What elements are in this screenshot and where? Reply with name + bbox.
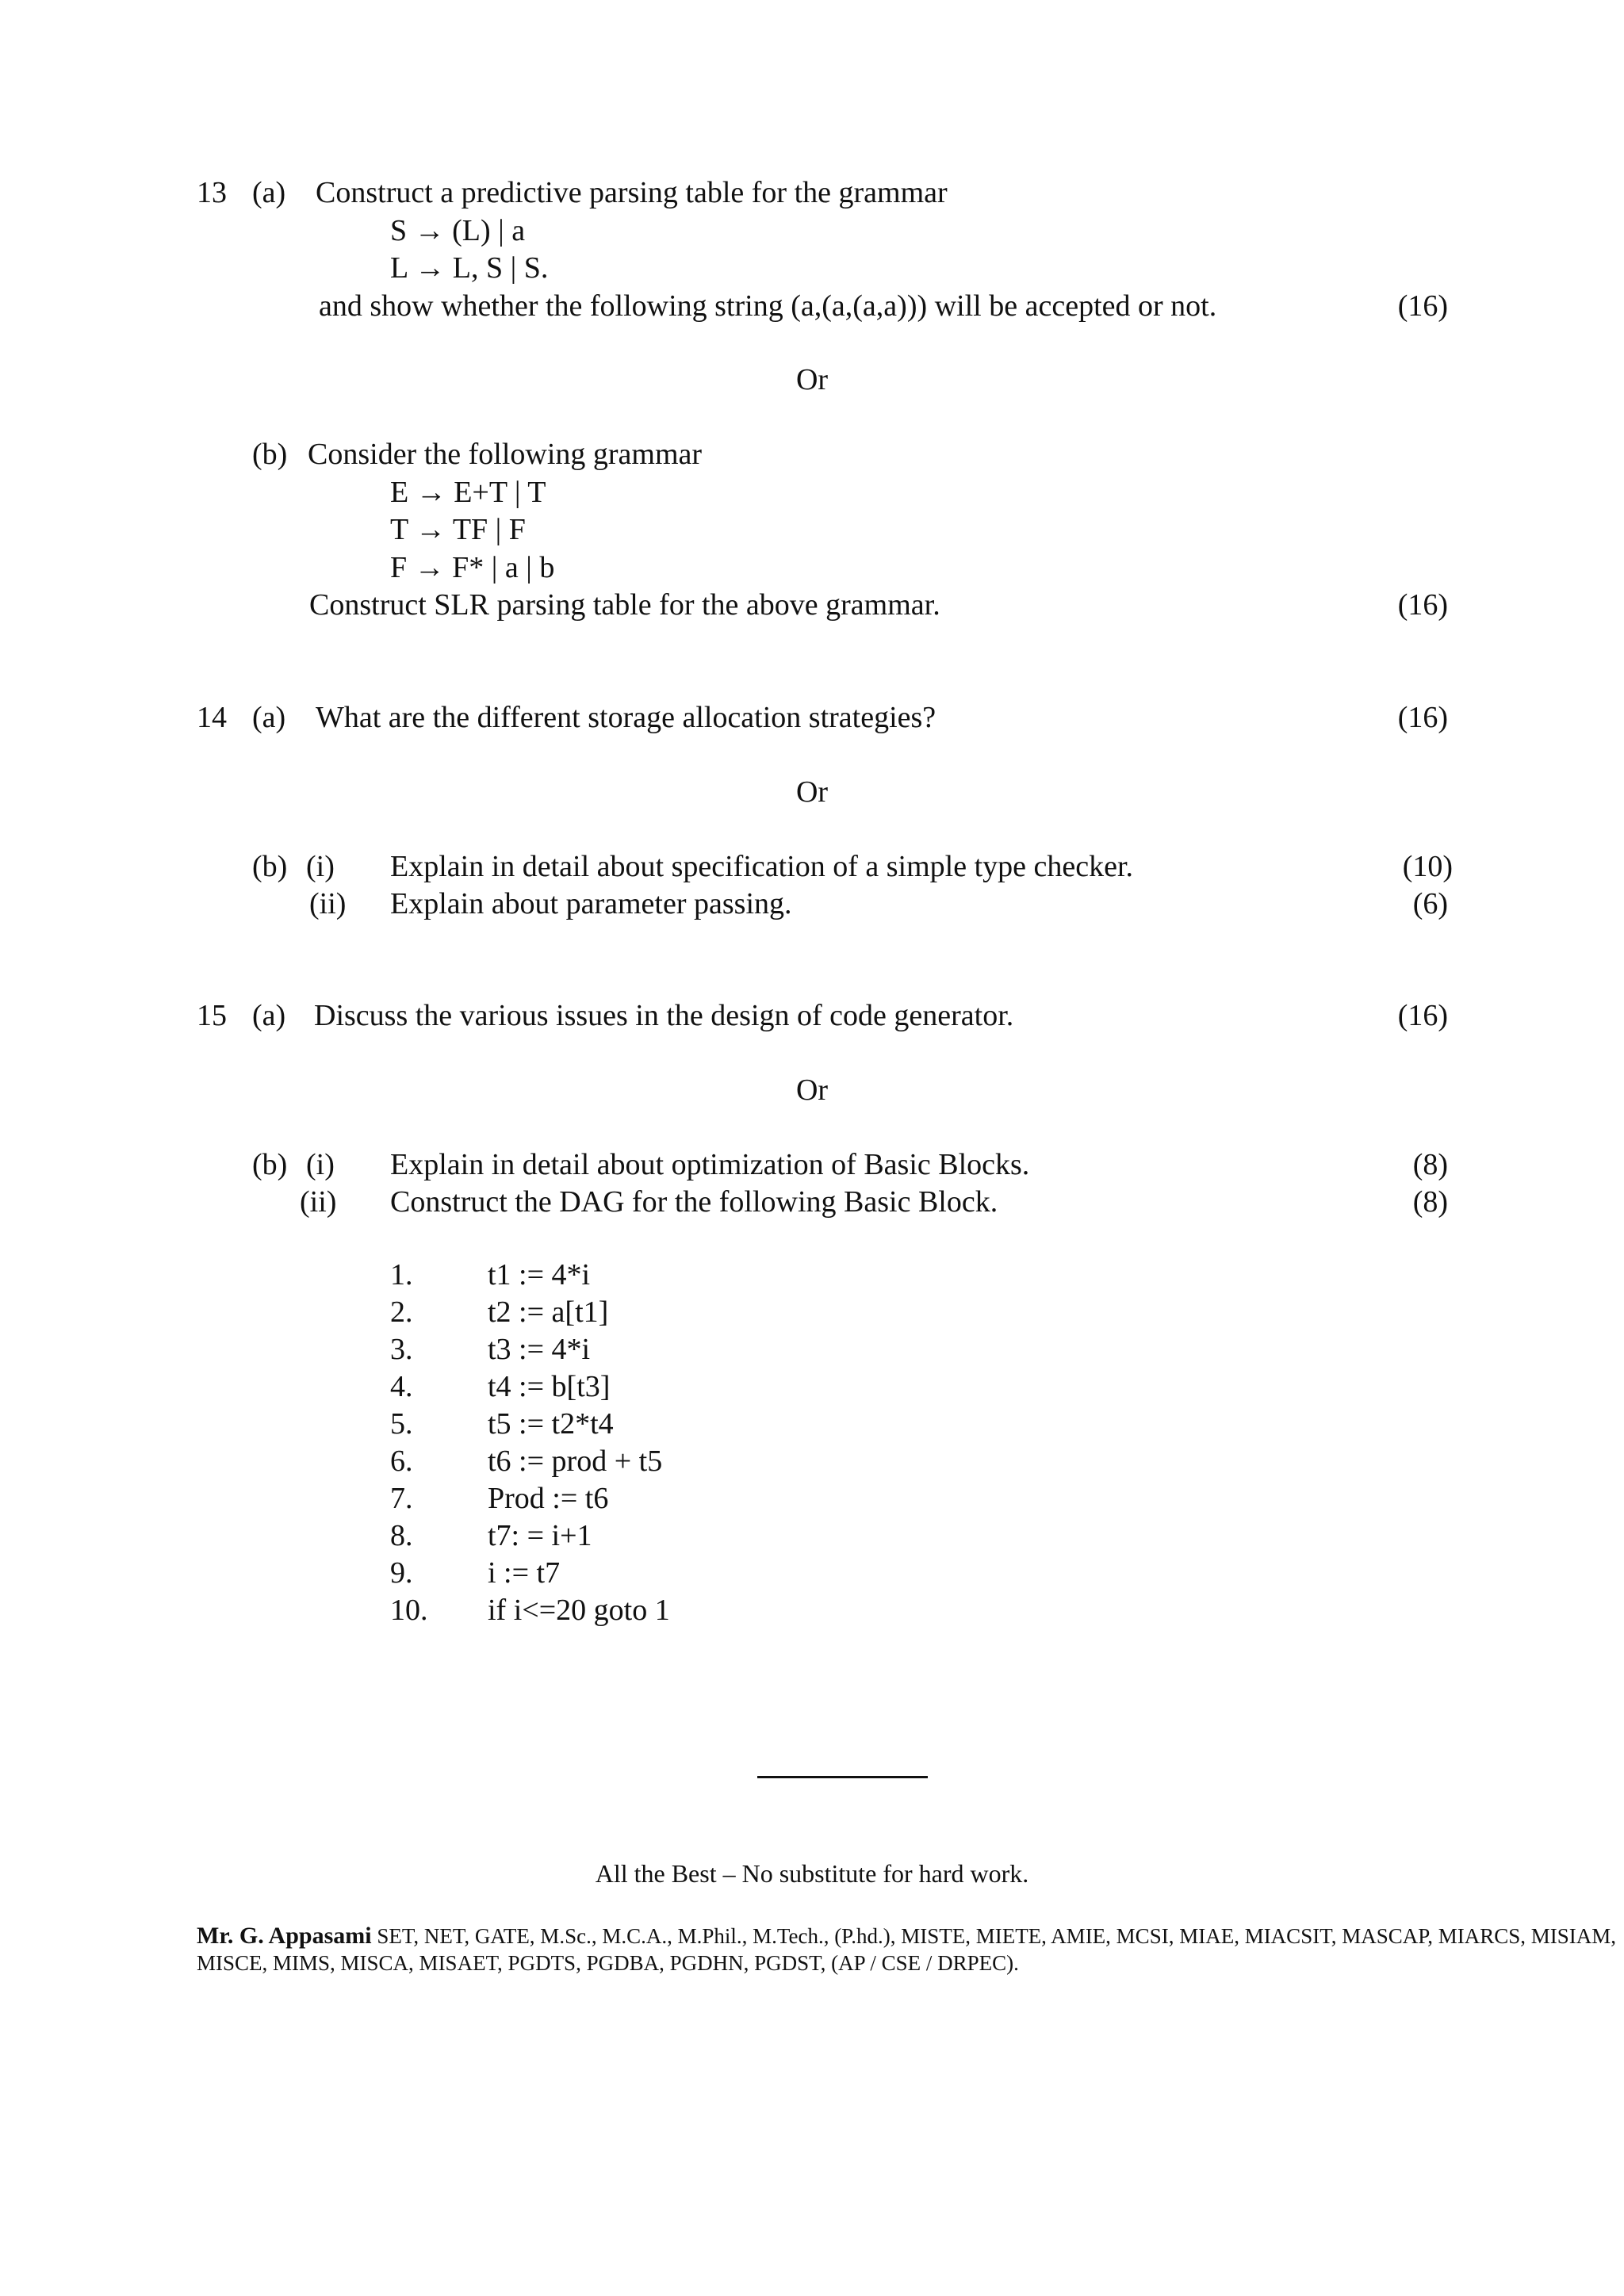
block-line-number: 7.: [390, 1482, 413, 1515]
q15-a-text: Discuss the various issues in the design of code generator.: [314, 999, 1014, 1032]
q13-a-rule-1: S → (L) | a: [390, 214, 526, 247]
author-credits: [197, 1923, 1624, 1976]
q13-a-label: (a): [252, 176, 286, 209]
block-line-number: 10.: [390, 1594, 428, 1627]
q14-b-ii-marks: (6): [1412, 887, 1448, 920]
author-qualifications: SET, NET, GATE, M.Sc., M.C.A., M.Phil., M.Tech., (P.hd.), MISTE, MIETE, AMIE, MCSI, MIAE, MIACSIT, MASCAP, MIARCS, MISIAM, MISCE, MIMS, MISCA, MISAET, PGDTS, PGDBA, PGDHN, PGDST, (AP / CSE / DRPEC).: [197, 1924, 1617, 1975]
block-line-code: t4 := b[t3]: [488, 1370, 611, 1403]
q14-a-text: What are the different storage allocation strategies?: [316, 701, 936, 734]
block-line-number: 2.: [390, 1295, 413, 1329]
block-line-code: t1 := 4*i: [488, 1258, 591, 1292]
q14-b-ii-label: (ii): [309, 887, 347, 920]
q14-a-marks: (16): [1397, 701, 1448, 734]
q13-b-text2: Construct SLR parsing table for the above grammar.: [309, 588, 940, 622]
q14-b-label: (b): [252, 850, 288, 883]
q14-b-i-label: (i): [306, 850, 335, 883]
q13-a-text: Construct a predictive parsing table for the grammar: [316, 176, 948, 209]
q13-b-marks: (16): [1397, 588, 1448, 622]
block-line-number: 4.: [390, 1370, 413, 1403]
q14-a-label: (a): [252, 701, 286, 734]
q13-b-rule-1: E → E+T | T: [390, 476, 546, 509]
block-line-number: 3.: [390, 1333, 413, 1366]
q13-b-rule-2: T → TF | F: [390, 513, 526, 546]
block-line-number: 9.: [390, 1556, 413, 1590]
q15-a-marks: (16): [1397, 999, 1448, 1032]
q14-number: 14: [197, 701, 227, 734]
block-line-code: t5 := t2*t4: [488, 1407, 614, 1441]
q13-b-rule-3: F → F* | a | b: [390, 551, 555, 584]
q15-b-i-label: (i): [306, 1148, 335, 1181]
q13-a-rule-2: L → L, S | S.: [390, 251, 549, 285]
block-line-code: t2 := a[t1]: [488, 1295, 609, 1329]
q14-or: Or: [795, 775, 829, 809]
block-line-code: t6 := prod + t5: [488, 1445, 663, 1478]
q13-b-text: Consider the following grammar: [308, 438, 703, 471]
q13-number: 13: [197, 176, 227, 209]
block-line-number: 8.: [390, 1519, 413, 1552]
q15-b-ii-label: (ii): [300, 1185, 337, 1219]
block-line-code: Prod := t6: [488, 1482, 609, 1515]
q15-b-ii-marks: (8): [1412, 1185, 1448, 1219]
block-line-code: t7: = i+1: [488, 1519, 592, 1552]
q13-a-marks: (16): [1397, 289, 1448, 323]
q15-or: Or: [795, 1073, 829, 1107]
q15-b-i-marks: (8): [1412, 1148, 1448, 1181]
block-line-code: t3 := 4*i: [488, 1333, 591, 1366]
q13-a-text2: and show whether the following string (a,(a,(a,a))) will be accepted or not.: [319, 289, 1217, 323]
block-line-code: i := t7: [488, 1556, 561, 1590]
q15-b-ii-text: Construct the DAG for the following Basic Block.: [390, 1185, 998, 1219]
q15-b-i-text: Explain in detail about optimization of Basic Blocks.: [390, 1148, 1030, 1181]
q14-b-i-marks: (10): [1402, 850, 1453, 883]
block-line-number: 1.: [390, 1258, 413, 1292]
q13-or: Or: [795, 363, 829, 396]
q15-b-label: (b): [252, 1148, 288, 1181]
end-rule: [757, 1776, 928, 1778]
author-name: Mr. G. Appasami: [197, 1923, 372, 1949]
footer-best-wishes: All the Best – No substitute for hard work.: [595, 1859, 1029, 1888]
q15-number: 15: [197, 999, 227, 1032]
q15-a-label: (a): [252, 999, 286, 1032]
block-line-number: 6.: [390, 1445, 413, 1478]
block-line-code: if i<=20 goto 1: [488, 1594, 670, 1627]
block-line-number: 5.: [390, 1407, 413, 1441]
q13-b-label: (b): [252, 438, 288, 471]
q14-b-i-text: Explain in detail about specification of a simple type checker.: [390, 850, 1134, 883]
q14-b-ii-text: Explain about parameter passing.: [390, 887, 792, 920]
